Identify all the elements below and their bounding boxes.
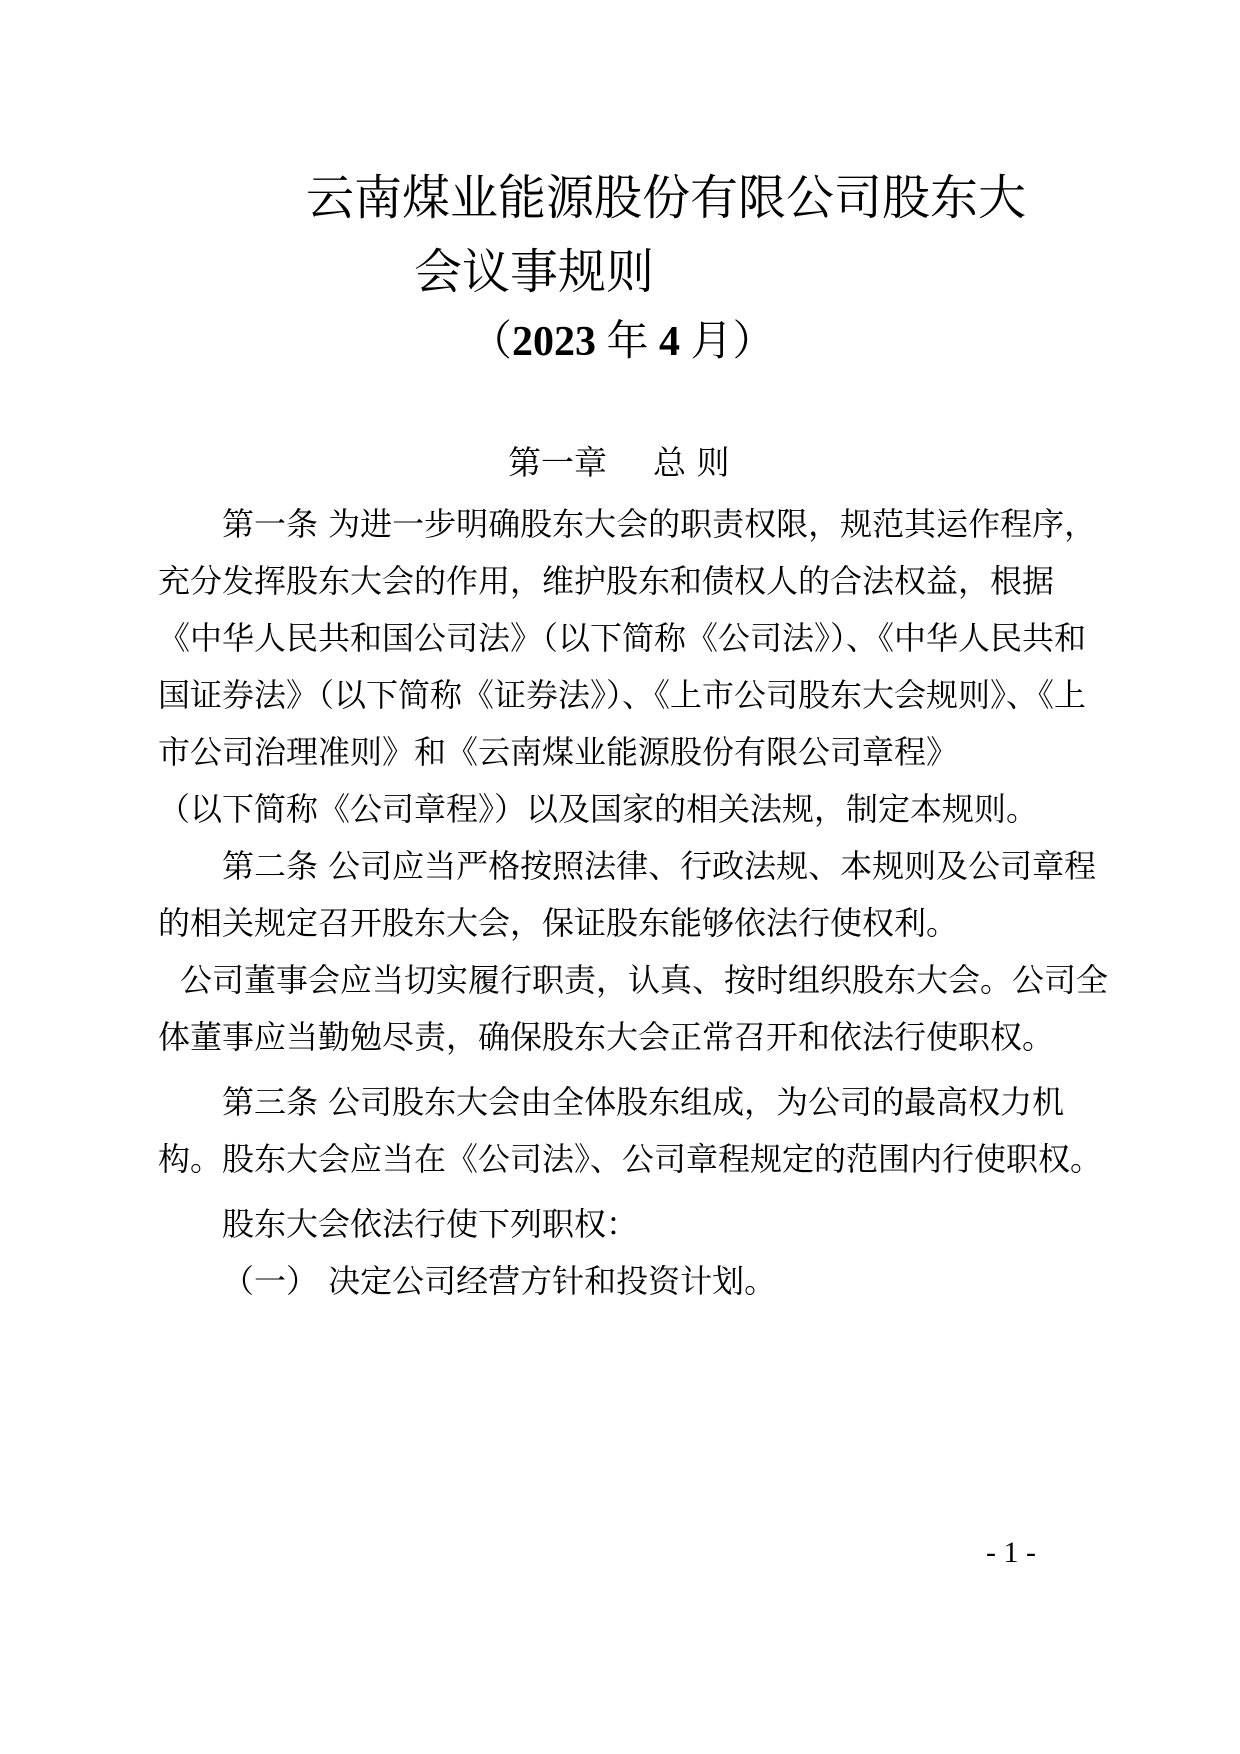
chapter-title: 总 则	[653, 443, 730, 482]
chapter-number: 第一章	[508, 443, 607, 482]
article-2-paragraph: 第二条 公司应当严格按照法律、行政法规、本规则及公司章程的相关规定召开股东大会，保证股东能够依法行使权利。	[158, 847, 1097, 942]
date-month: 4	[659, 319, 681, 365]
article-2-board-duty-paragraph: 公司董事会应当切实履行职责，认真、按时组织股东大会。公司全体董事应当勤勉尽责，确保股东大会正常召开和依法行使职权。	[158, 961, 1109, 1056]
chapter-heading	[508, 438, 730, 488]
document-body	[158, 496, 1110, 1310]
date-close-paren: ）	[732, 319, 775, 365]
article-3-paragraph: 第三条 公司股东大会由全体股东组成，为公司的最高权力机构。股东大会应当在《公司法》、公司章程规定的范围内行使职权。	[158, 1083, 1103, 1178]
date-year-unit: 年	[606, 319, 649, 365]
date-year: 2023	[512, 319, 597, 365]
article-1-paragraph: 第一条 为进一步明确股东大会的职责权限，规范其运作程序，充分发挥股东大会的作用，维护股东和债权人的合法权益，根据《中华人民共和国公司法》（以下简称《公司法》）、《中华人民共和国证券法》（以下简称《证券法》）、《上市公司股东大会规则》、《上市公司治理准则》和《云南煤业能源股份有限公司章程》	[158, 505, 1097, 771]
article-1-continuation: （以下简称《公司章程》）以及国家的相关法规，制定本规则。	[158, 790, 1039, 828]
document-title-line-1: 云南煤业能源股份有限公司股东大	[306, 170, 1027, 226]
document-date	[470, 314, 775, 370]
powers-intro-paragraph: 股东大会依法行使下列职权：	[222, 1205, 639, 1243]
document-title-line-2: 会议事规则	[414, 244, 655, 300]
page-number: - 1 -	[986, 1536, 1036, 1569]
date-open-paren: （	[470, 319, 513, 365]
power-item-1: （一） 决定公司经营方针和投资计划。	[222, 1262, 777, 1300]
date-month-unit: 月	[690, 319, 733, 365]
